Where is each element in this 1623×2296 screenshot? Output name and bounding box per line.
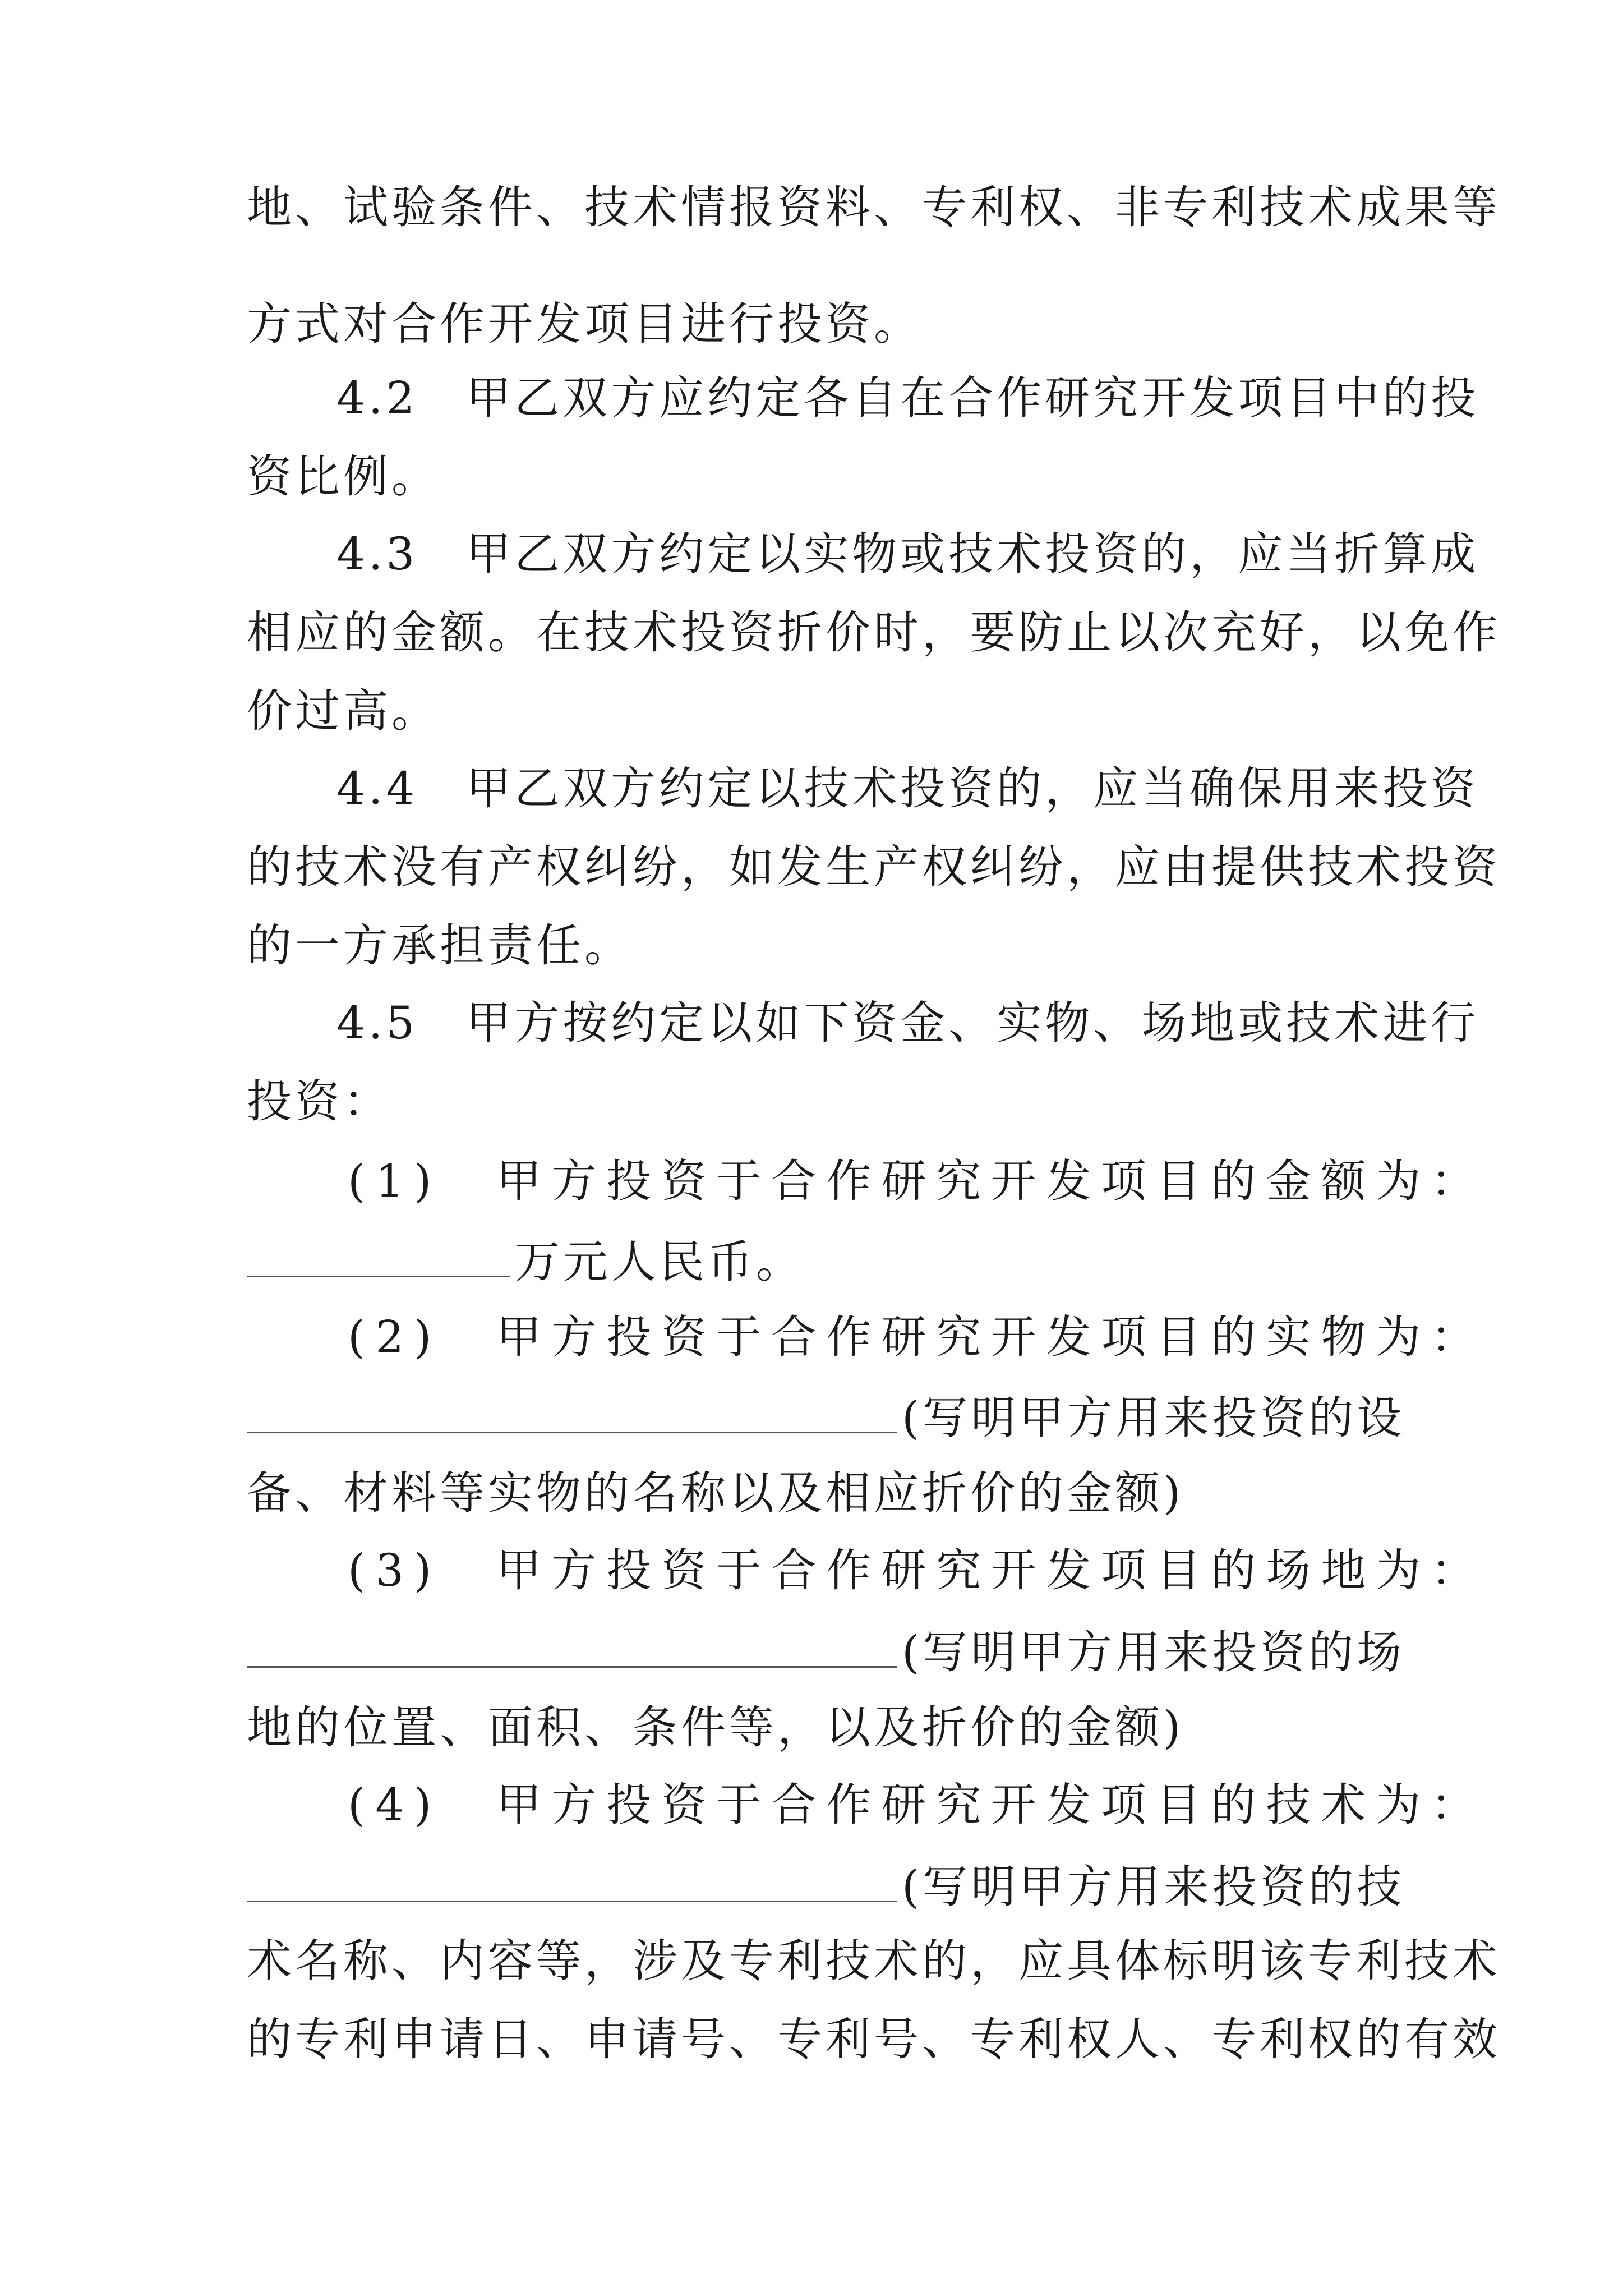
item-2-blank-line — [247, 1375, 1405, 1454]
paragraph-line: 的一方承担责任。 — [247, 919, 633, 972]
item-1-amount-line — [247, 1220, 1380, 1298]
paragraph-line: 的技术没有产权纠纷，如发生产权纠纷，应由提供技术投资 — [247, 841, 1501, 893]
paragraph-text: (写明甲方用来投资的技 — [902, 1861, 1405, 1913]
site-blank-field[interactable] — [247, 1610, 897, 1668]
clause-4-4-line: 4.4 甲乙双方约定以技术投资的，应当确保用来投资 — [336, 762, 1479, 815]
item-3-line: (3) 甲方投资于合作研究开发项目的场地为： — [348, 1544, 1486, 1596]
paragraph-line: 的专利申请日、申请号、专利号、专利权人、专利权的有效 — [247, 2013, 1501, 2065]
item-1-line: (1) 甲方投资于合作研究开发项目的金额为： — [348, 1155, 1486, 1207]
paragraph-line: 资比例。 — [247, 450, 440, 503]
item-2-line: (2) 甲方投资于合作研究开发项目的实物为： — [348, 1311, 1486, 1363]
item-3-blank-line — [247, 1610, 1405, 1688]
paragraph-line: 地的位置、面积、条件等，以及折价的金额) — [247, 1701, 1184, 1754]
paragraph-line: 备、材料等实物的名称以及相应折价的金额) — [247, 1467, 1184, 1519]
material-blank-field[interactable] — [247, 1375, 897, 1433]
clause-4-3-line: 4.3 甲乙双方约定以实物或技术投资的，应当折算成 — [336, 528, 1479, 580]
amount-blank-field[interactable] — [247, 1220, 510, 1277]
clause-4-2-line: 4.2 甲乙双方应约定各自在合作研究开发项目中的投 — [336, 372, 1479, 424]
paragraph-text: (写明甲方用来投资的设 — [902, 1392, 1405, 1444]
paragraph-text: (写明甲方用来投资的场 — [902, 1626, 1405, 1678]
paragraph-line: 方式对合作开发项目进行投资。 — [247, 298, 922, 350]
technology-blank-field[interactable] — [247, 1844, 897, 1902]
item-4-line: (4) 甲方投资于合作研究开发项目的技术为： — [348, 1779, 1486, 1831]
paragraph-line: 价过高。 — [247, 685, 440, 737]
paragraph-line: 相应的金额。在技术投资折价时，要防止以次充好，以免作 — [247, 606, 1501, 659]
clause-4-5-line: 4.5 甲方按约定以如下资金、实物、场地或技术进行 — [336, 997, 1479, 1049]
paragraph-text: 万元人民币。 — [515, 1236, 804, 1288]
paragraph-line: 地、试验条件、技术情报资料、专利权、非专利技术成果等 — [247, 181, 1501, 233]
paragraph-line: 术名称、内容等，涉及专利技术的，应具体标明该专利技术 — [247, 1935, 1501, 1987]
paragraph-line: 投资： — [247, 1075, 391, 1128]
item-4-blank-line — [247, 1844, 1405, 1923]
